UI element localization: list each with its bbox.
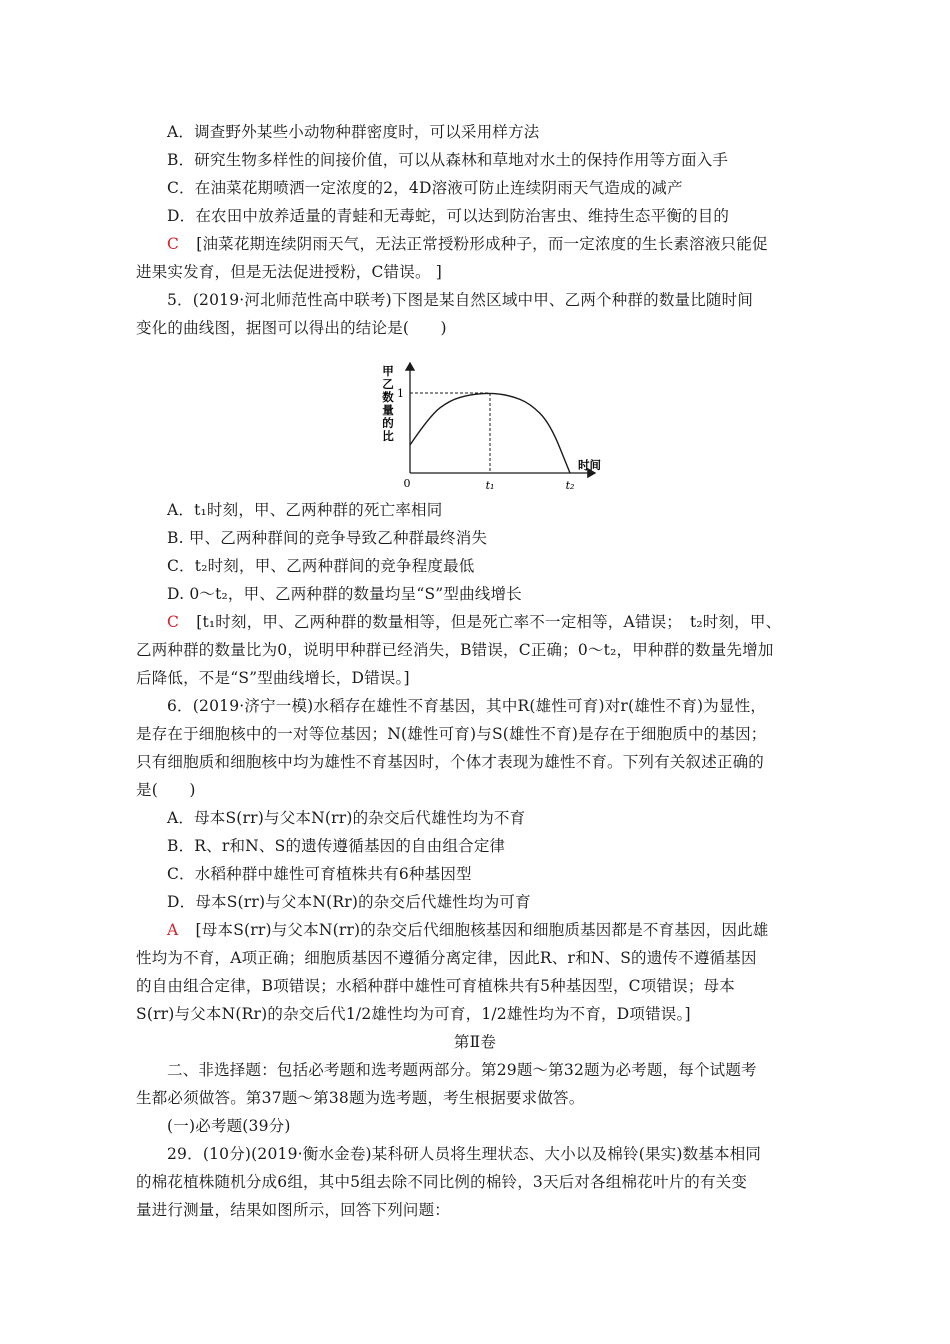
y-axis-label-char: 的 [382,416,394,430]
q4-option-c: C．在油菜花期喷洒一定浓度的2，4D溶液可防止连续阴雨天气造成的减产 [167,179,683,197]
q6-stem-1: 6．(2019·济宁一模)水稻存在雄性不育基因，其中R(雄性可育)对r(雄性不育)为显性， [167,697,767,715]
section-intro-1: 二、非选择题：包括必考题和选考题两部分。第29题～第32题为必考题，每个试题考 [167,1061,757,1079]
q5-stem-2: 变化的曲线图，据图可以得出的结论是( ) [136,319,447,337]
q6-option-c: C．水稻种群中雄性可育植株共有6种基因型 [167,865,472,883]
q6-explanation-cont-3: S(rr)与父本N(Rr)的杂交后代1/2雄性均为可育，1/2雄性均为不育，D项错误。] [136,1005,691,1023]
q6-explanation-text: [母本S(rr)与父本N(rr)的杂交后代细胞核基因和细胞质基因都是不育基因，因此雄 [195,921,769,939]
q4-explanation-text: [油菜花期连续阴雨天气，无法正常授粉形成种子，而一定浓度的生长素溶液只能促 [196,235,768,253]
q5-answer: C [167,613,180,631]
q6-stem-2: 是存在于细胞核中的一对等位基因；N(雄性可育)与S(雄性不育)是存在于细胞质中的基因； [136,725,767,743]
q4-explanation-line [167,234,768,254]
origin-label: 0 [403,477,411,490]
population-ratio-chart [360,355,610,495]
q29-stem-3: 量进行测量，结果如图所示，回答下列问题： [136,1201,451,1219]
q4-option-a: A．调查野外某些小动物种群密度时，可以采用样方法 [167,123,540,141]
q6-stem-4: 是( ) [136,781,196,799]
q5-option-c: C．t₂时刻，甲、乙两种群间的竞争程度最低 [167,557,475,575]
q4-option-d: D．在农田中放养适量的青蛙和无毒蛇，可以达到防治害虫、维持生态平衡的目的 [167,207,730,225]
q6-option-d: D．母本S(rr)与父本N(Rr)的杂交后代雄性均为可育 [167,893,531,911]
q5-explanation-cont-2: 后降低，不是“S”型曲线增长，D错误。] [136,669,410,687]
y-axis-label-char: 量 [382,403,394,417]
y-axis-label-char: 数 [382,390,394,404]
q29-stem-1: 29．(10分)(2019·衡水金卷)某科研人员将生理状态、大小以及棉铃(果实)数基本相同 [167,1145,762,1163]
x-tick-label-t1: t₁ [485,479,495,492]
q4-explanation-cont: 进果实发育，但是无法促进授粉，C错误。 ] [136,263,443,281]
q5-option-d: D. 0～t₂，甲、乙两种群的数量均呈“S”型曲线增长 [167,585,522,603]
q6-stem-3: 只有细胞质和细胞核中均为雄性不育基因时，个体才表现为雄性不育。下列有关叙述正确的 [136,753,765,771]
q5-option-b: B. 甲、乙两种群间的竞争导致乙种群最终消失 [167,529,488,547]
section-title: 第Ⅱ卷 [453,1033,497,1051]
y-tick-label-1: 1 [397,387,404,400]
q4-answer: C [167,235,180,253]
y-axis-label-char: 甲 [382,364,394,378]
q6-option-a: A．母本S(rr)与父本N(rr)的杂交后代雄性均为不育 [167,809,526,827]
y-axis-label-char: 比 [382,429,394,443]
y-axis-label [382,364,394,443]
q6-explanation-cont-1: 性均为不育，A项正确；细胞质基因不遵循分离定律，因此R、r和N、S的遗传不遵循基因 [136,949,757,967]
q6-explanation-cont-2: 的自由组合定律，B项错误；水稻种群中雄性可育植株共有5种基因型，C项错误；母本 [136,977,735,995]
q5-explanation-line [167,612,781,632]
y-axis-label-char: 乙 [382,377,394,391]
q6-answer: A [167,921,179,939]
q29-stem-2: 的棉花植株随机分成6组，其中5组去除不同比例的棉铃，3天后对各组棉花叶片的有关变 [136,1173,748,1191]
q4-option-b: B．研究生物多样性的间接价值，可以从森林和草地对水土的保持作用等方面入手 [167,151,729,169]
required-heading: (一)必考题(39分) [167,1117,291,1135]
q5-explanation-text: [t₁时刻，甲、乙两种群的数量相等，但是死亡率不一定相等，A错误； t₂时刻，甲、 [196,613,782,631]
q6-explanation-line [167,920,769,940]
section-intro-2: 生都必须做答。第37题～第38题为选考题，考生根据要求做答。 [136,1089,585,1107]
q5-option-a: A．t₁时刻，甲、乙两种群的死亡率相同 [167,501,443,519]
x-tick-label-t2: t₂ [565,479,575,492]
q6-option-b: B．R、r和N、S的遗传遵循基因的自由组合定律 [167,837,506,855]
q5-stem-1: 5．(2019·河北师范性高中联考)下图是某自然区域中甲、乙两个种群的数量比随时间 [167,291,754,309]
q5-explanation-cont-1: 乙两种群的数量比为0，说明甲种群已经消失，B错误，C正确；0～t₂，甲种群的数量先增加 [136,641,774,659]
x-axis-label: 时间 [578,458,601,472]
